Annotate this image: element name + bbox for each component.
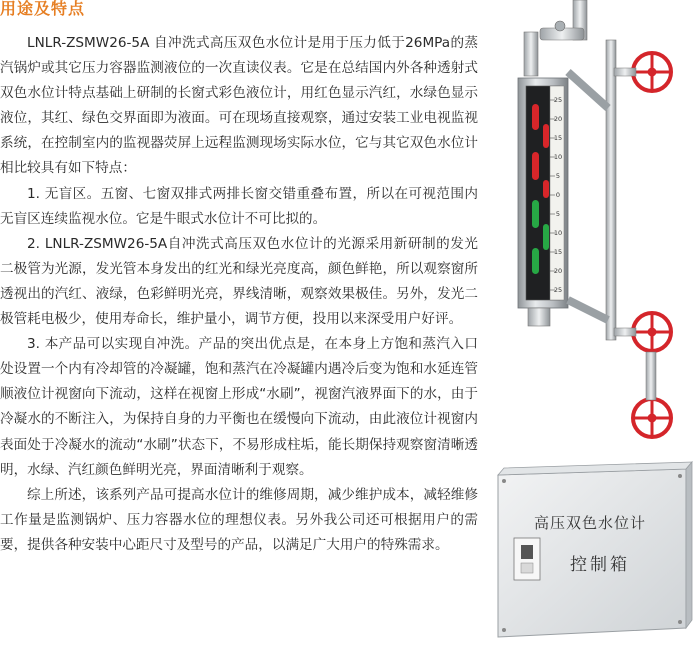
scale-label: 10 — [553, 229, 563, 237]
body-text — [0, 31, 478, 558]
paragraph-intro: LNLR-ZSMW26-5A 自冲洗式高压双色水位计是用于压力低于26MPa的蒸汽锅炉或其它压力容器监测液位的一次直读仪表。它是在总结国内外各种透射式双色水位计特点基础上研制的长窗式彩色液位计，用红色显示汽红，水绿色显示液位，其红、绿色交界面即为液面。可在现场直接观察，通过安装工业电视监视系统，在控制室内的监视器荧屏上远程监测现场实际水位，它与其它双色水位计相比较具有如下特点： — [0, 35, 478, 177]
valve-wheel — [633, 399, 671, 437]
valve-wheel — [633, 313, 671, 351]
control-box-subtitle: 控制箱 — [570, 555, 630, 575]
paragraph-feature-1: 1. 无盲区。五窗、七窗双排式两排长窗交错重叠布置，所以在可视范围内无盲区连续监视水位。它是牛眼式水位计不可比拟的。 — [0, 185, 478, 227]
scale-label: 15 — [553, 248, 563, 256]
section-heading: 用途及特点 — [0, 0, 86, 18]
paragraph-summary: 综上所述，该系列产品可提高水位计的维修周期，减少维护成本，减轻维修工作量是监测锅炉、压力容器水位的理想仪表。另外我公司还可根据用户的需要，提供各种安装中心距尺寸及型号的产品，以满足广大用户的特殊需求。 — [0, 486, 478, 553]
scale-label: 15 — [553, 134, 563, 142]
scale-label: 25 — [553, 286, 563, 294]
valve-wheel — [633, 53, 671, 91]
side-pipe — [606, 40, 616, 340]
scale-label: 25 — [553, 96, 563, 104]
scale-label: 5 — [555, 172, 561, 180]
scale-label: 0 — [555, 191, 561, 199]
paragraph-feature-3: 3. 本产品可以实现自冲洗。产品的突出优点是，在本身上方饱和蒸汽入口处设置一个内有冷却管的冷凝罐，饱和蒸汽在冷凝罐内遇冷后变为饱和水延连管顺液位计视窗向下流动，这样在视窗上形成“水刷”，视窗汽液界面下的水，由于冷凝水的不断注入，为保持自身的力平衡也在缓慢向下流动，由此液位计视窗内表面处于冷凝水的流动“水刷”状态下，不易形成柱垢，能长期保持观察窗清晰透明，水绿、汽红颜色鲜明光亮，界面清晰利于观察。 — [0, 336, 478, 478]
scale-label: 10 — [553, 153, 563, 161]
scale-label: 20 — [553, 115, 563, 123]
scale-label: 20 — [553, 267, 563, 275]
paragraph-feature-2: 2. LNLR-ZSMW26-5A自冲洗式高压双色水位计的光源采用新研制的发光二极管为光源，发光管本身发出的红光和绿光亮度高，颜色鲜艳，所以观察窗所透视出的汽红、液绿，色彩鲜明光亮，界线清晰，观察效果极佳。另外，发光二极管耗电极少，使用寿命长，维护量小，调节方便，投用以来深受用户好评。 — [0, 235, 478, 328]
scale-label: 5 — [555, 210, 561, 218]
control-box-title: 高压双色水位计 — [534, 514, 647, 532]
